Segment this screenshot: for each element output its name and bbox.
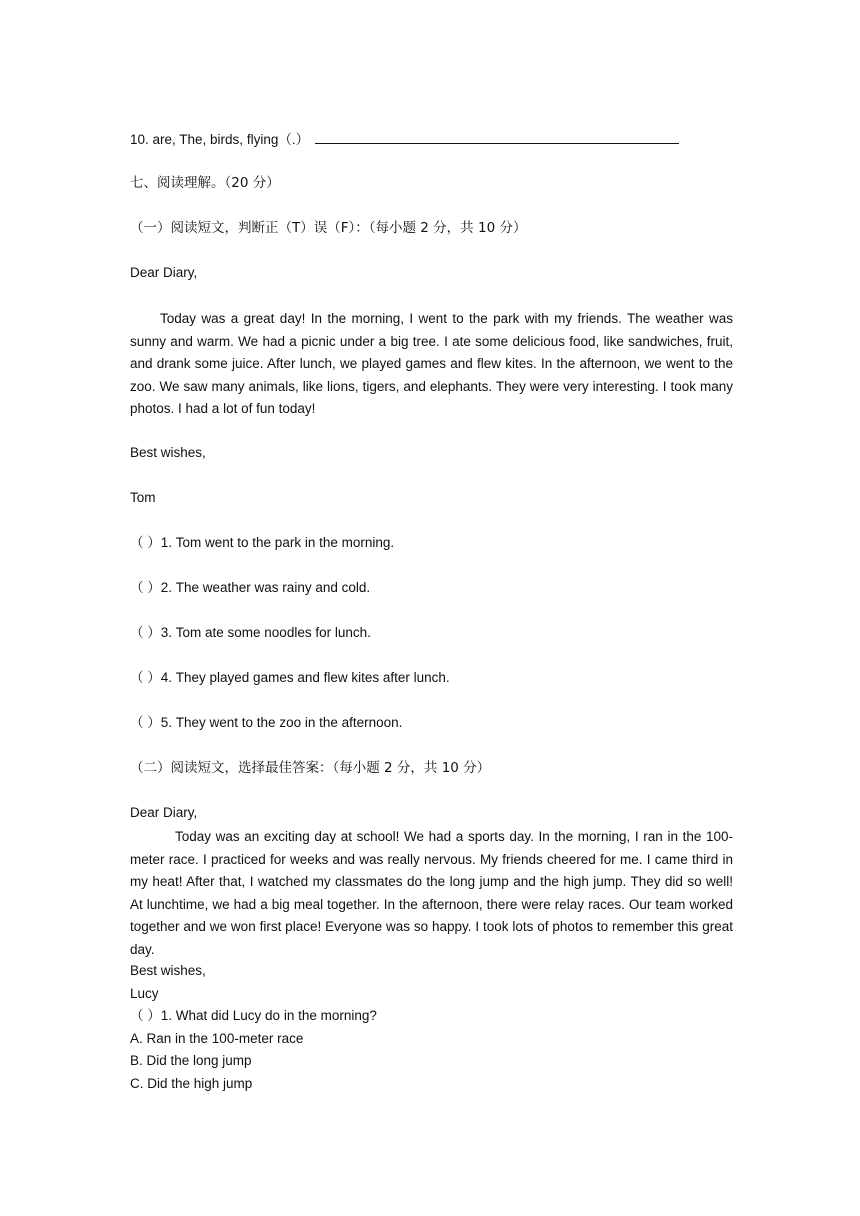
tf-item-4: （ ）4. They played games and flew kites after lunch. — [130, 670, 450, 685]
mc-option-b: B. Did the long jump — [130, 1053, 252, 1068]
tf-item-3: （ ）3. Tom ate some noodles for lunch. — [130, 625, 371, 640]
tf-item-5: （ ）5. They went to the zoo in the afternoon. — [130, 715, 403, 730]
tf-item-2: （ ）2. The weather was rainy and cold. — [130, 580, 371, 595]
part-1-signature: Tom — [130, 490, 156, 505]
part-1-greeting: Dear Diary, — [130, 265, 198, 280]
part-2-greeting: Dear Diary, — [130, 805, 198, 820]
part-2-passage — [130, 826, 733, 962]
mc-option-c: C. Did the high jump — [130, 1076, 253, 1091]
part-1-closing: Best wishes, — [130, 445, 206, 460]
part-1-heading: （一）阅读短文，判断正（T）误（F）：（每小题 2 分，共 10 分） — [130, 220, 527, 236]
question-10 — [130, 129, 679, 149]
part-2-heading: （二）阅读短文，选择最佳答案：（每小题 2 分，共 10 分） — [130, 760, 491, 776]
tf-item-1: （ ）1. Tom went to the park in the morning. — [130, 535, 395, 550]
part-1-passage — [130, 308, 733, 421]
section-7-heading: 七、阅读理解。（20 分） — [130, 175, 280, 191]
part-2-body: Today was an exciting day at school! We had a sports day. In the morning, I ran in the 100-meter race. I practiced for weeks and was really nervous. My friends cheered for me. I came third in my heat! After that, I watched my classmates do the long jump and the high jump. They did so well! At lunchtime, we had a big meal together. In the afternoon, there were relay races. Our team worked together and we won first place! Everyone was so happy. I took lots of photos to remember this great day. — [130, 829, 733, 957]
question-10-text: 10. are, The, birds, flying（.） — [130, 132, 310, 147]
part-1-body: Today was a great day! In the morning, I went to the park with my friends. The weather was sunny and warm. We had a picnic under a big tree. I ate some delicious food, like sandwiches, fruit, and drank some juice. After lunch, we played games and flew kites. In the afternoon, we went to the zoo. We saw many animals, like lions, tigers, and elephants. They were very interesting. I took many photos. I had a lot of fun today! — [130, 311, 733, 417]
answer-blank — [315, 129, 679, 144]
mc-option-a: A. Ran in the 100-meter race — [130, 1031, 304, 1046]
part-2-closing: Best wishes, — [130, 963, 206, 978]
part-2-signature: Lucy — [130, 986, 159, 1001]
mc-question-1: （ ）1. What did Lucy do in the morning? — [130, 1008, 377, 1023]
